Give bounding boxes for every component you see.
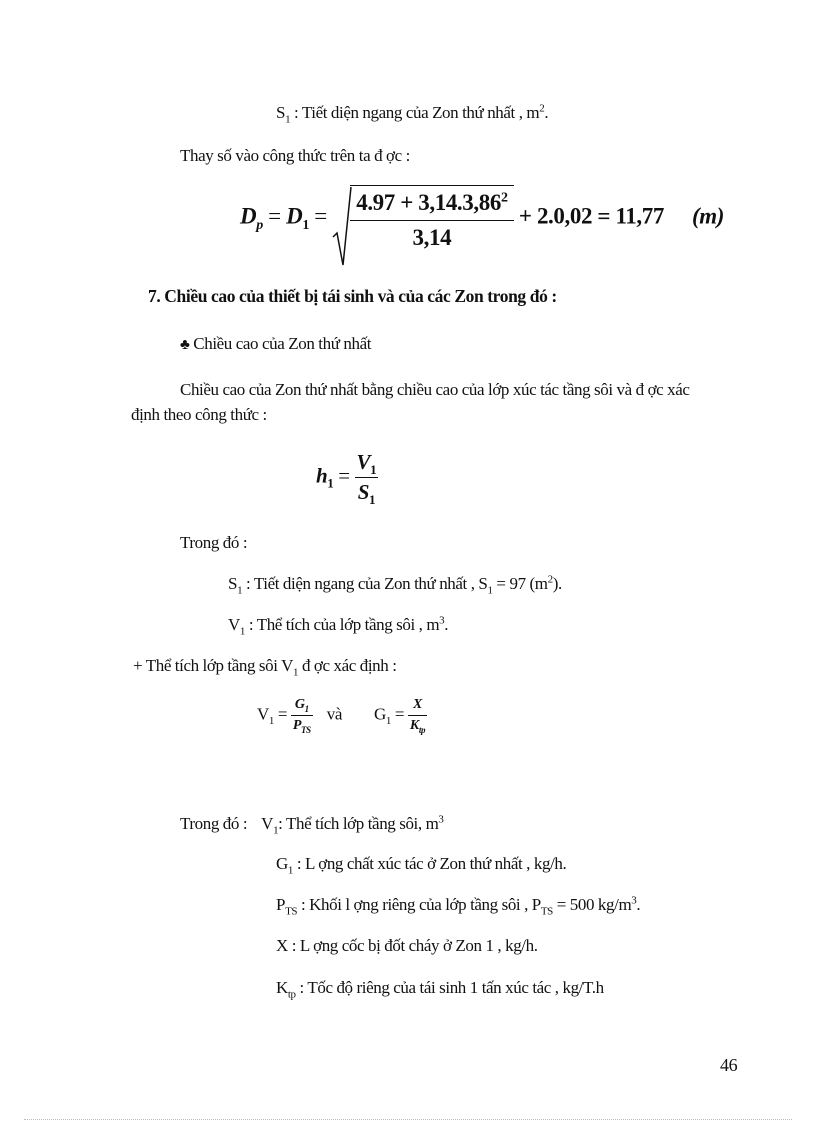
diameter-formula: $D_p = D_1$ = $\frac{4.97 + 3,14.3,86^2}{3,14}$ + 2.0,02 = 11,77 (m) xyxy=(240,185,724,251)
h1-formula: $h_1$ = $\frac{V_1}{S_1}$ xyxy=(316,450,377,508)
x-definition-line: X : L ợng cốc bị đốt cháy ở Zon 1 , kg/h. xyxy=(276,936,538,955)
page-number: 46 xyxy=(720,1055,738,1075)
s1-definition-line: $S_1$ : Tiết diện ngang của Zon thứ nhất , $m^2$. xyxy=(276,102,549,126)
sqrt-fraction: $\frac{4.97 + 3,14.3,86^2}{3,14}$ xyxy=(350,188,513,251)
g1-definition-line: $G_1$ : L ợng chất xúc tác ở Zon thứ nhất , kg/h. xyxy=(276,854,567,877)
ktp-definition-line: $K_{tp}$ : Tốc độ riêng của tái sinh 1 tấn xúc tác , kg/T.h xyxy=(276,978,604,1001)
square-root xyxy=(332,185,513,251)
paragraph-line-1: Chiều cao của Zon thứ nhất bằng chiều cao của lớp xúc tác tầng sôi và đ ợc xác xyxy=(180,380,690,399)
bullet-item-zon1-height: ♣ Chiều cao của Zon thứ nhất xyxy=(180,334,372,353)
where-label-2: Trong đó : $V_1$: Thể tích lớp tầng sôi, $m^3$ xyxy=(180,813,444,837)
pts-definition-line: $P_{TS}$ : Khối l ợng riêng của lớp tầng sôi , $P_{TS} = 500$ $kg/m^3$. xyxy=(276,894,641,918)
paragraph-line-2: định theo công thức : xyxy=(131,405,267,424)
page-bottom-divider xyxy=(24,1119,792,1120)
club-bullet-icon: ♣ xyxy=(180,337,190,353)
radical-sign-icon xyxy=(332,185,352,267)
v1-definition-line: $V_1$ : Thể tích của lớp tầng sôi , $m^3$. xyxy=(228,614,449,638)
v1-volume-intro: + Thể tích lớp tầng sôi $V_1$ đ ợc xác định : xyxy=(133,656,397,679)
section-heading-7: 7. Chiều cao của thiết bị tái sinh và của các Zon trong đó : xyxy=(148,286,557,306)
where-label-1: Trong đó : xyxy=(180,533,248,552)
v1-g1-formulas: $V_1$ = $\frac{G_1}{P_{TS}}$ và $G_1$ = $\frac{X}{K_{tp}}$ xyxy=(257,697,426,735)
s1-value-line: $S_1$ : Tiết diện ngang của Zon thứ nhất , $S_1 = 97$ $(m^2)$. xyxy=(228,573,562,597)
substitution-intro: Thay số vào công thức trên ta đ ợc : xyxy=(180,146,410,165)
